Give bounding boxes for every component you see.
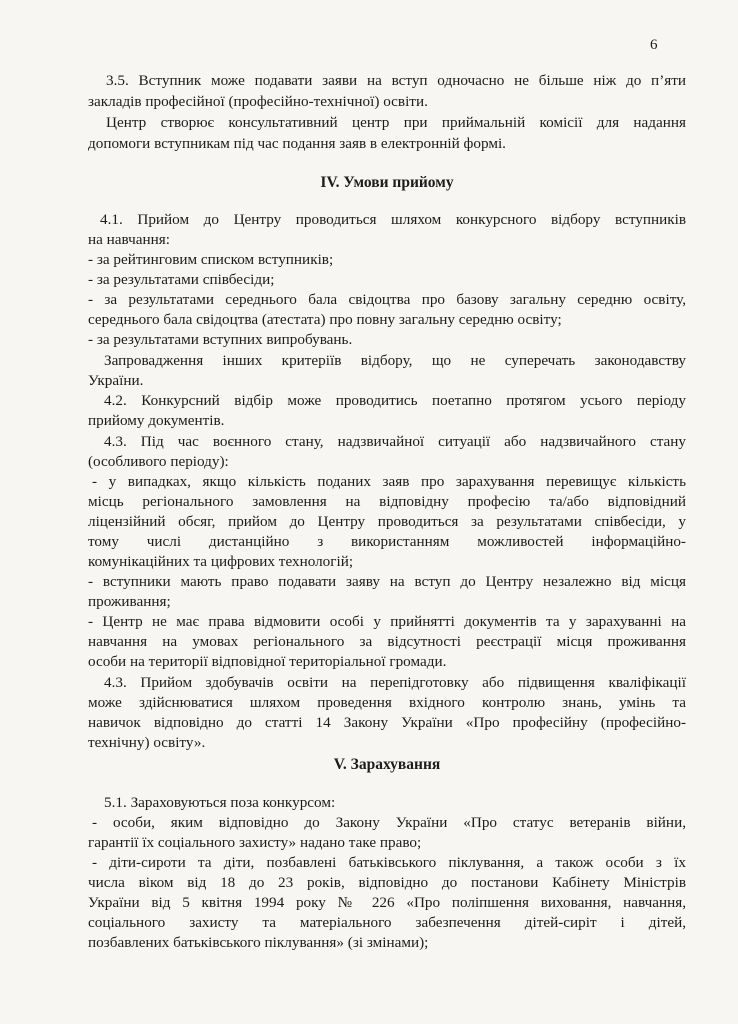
paragraph-line: на навчання: [88, 231, 170, 248]
list-item: - у випадках, якщо кількість поданих заяв про зарахування перевищує кількість [92, 473, 686, 490]
paragraph-line: Центр створює консультативний центр при приймальній комісії для надання [106, 114, 686, 131]
paragraph-line: закладів професійної (професійно-технічної) освіти. [88, 93, 428, 110]
paragraph-line: особи на території відповідної територіальної громади. [88, 653, 447, 670]
paragraph-line: числа віком від 18 до 23 років, відповідно до постанови Кабінету Міністрів [88, 874, 686, 891]
list-item: - за рейтинговим списком вступників; [88, 251, 334, 268]
paragraph-line: комунікаційних та цифрових технологій; [88, 553, 354, 570]
paragraph-line: навичок відповідно до статті 14 Закону України «Про професійну (професійно- [88, 714, 686, 731]
paragraph-line: 4.1. Прийом до Центру проводиться шляхом конкурсного відбору вступників [100, 211, 686, 228]
paragraph-line: України від 5 квітня 1994 року № 226 «Про поліпшення виховання, навчання, [88, 894, 686, 911]
paragraph-line: технічну) освіту». [88, 734, 206, 751]
paragraph-line: місць регіонального замовлення на відповідну професію та/або відповідний [88, 493, 686, 510]
list-item: - Центр не має права відмовити особі у прийнятті документів та у зарахуванні на [88, 613, 686, 630]
paragraph-line: 4.3. Прийом здобувачів освіти на перепідготовку або підвищення кваліфікації [104, 674, 686, 691]
section-heading: V. Зарахування [333, 756, 441, 773]
paragraph-line: гарантії їх соціального захисту» надано таке право; [88, 834, 422, 851]
paragraph-line: навчання на умовах регіонального за відсутності реєстрації місця проживання [88, 633, 686, 650]
paragraph-line: 3.5. Вступник може подавати заяви на вступ одночасно не більше ніж до п’яти [106, 72, 686, 89]
paragraph-line: може здійснюватися шляхом проведення вхідного контролю знань, умінь та [88, 694, 686, 711]
paragraph-line: допомоги вступникам під час подання заяв в електронній формі. [88, 135, 506, 152]
paragraph-line: позбавлених батьківського піклування» (зі змінами); [88, 934, 429, 951]
list-item: - за результатами співбесіди; [88, 271, 275, 288]
paragraph-line: ліцензійний обсяг, прийом до Центру проводиться за результатами співбесіди, у [88, 513, 686, 530]
paragraph-line: середнього бала свідоцтва (атестата) про повну загальну середню освіту; [88, 311, 562, 328]
paragraph-line: 4.3. Під час воєнного стану, надзвичайної ситуації або надзвичайного стану [104, 433, 686, 450]
list-item: - за результатами середнього бала свідоцтва про базову загальну середню освіту, [88, 291, 686, 308]
paragraph-line: проживання; [88, 593, 171, 610]
list-item: - особи, яким відповідно до Закону України «Про статус ветеранів війни, [92, 814, 686, 831]
section-heading: IV. Умови прийому [320, 174, 454, 191]
paragraph-line: України. [88, 372, 144, 389]
paragraph-line: 4.2. Конкурсний відбір може проводитись поетапно протягом усього періоду [104, 392, 686, 409]
paragraph-line: Запровадження інших критеріїв відбору, що не суперечать законодавству [104, 352, 686, 369]
paragraph-line: 5.1. Зараховуються поза конкурсом: [104, 794, 336, 811]
list-item: - діти-сироти та діти, позбавлені батьківського піклування, а також особи з їх [92, 854, 686, 871]
paragraph-line: (особливого періоду): [88, 453, 229, 470]
paragraph-line: соціального захисту та матеріального забезпечення дітей-сиріт і дітей, [88, 914, 686, 931]
list-item: - за результатами вступних випробувань. [88, 331, 353, 348]
page-number: 6 [650, 37, 658, 53]
paragraph-line: прийому документів. [88, 412, 225, 429]
paragraph-line: тому числі дистанційно з використанням можливостей інформаційно- [88, 533, 686, 550]
list-item: - вступники мають право подавати заяву на вступ до Центру незалежно від місця [88, 573, 686, 590]
